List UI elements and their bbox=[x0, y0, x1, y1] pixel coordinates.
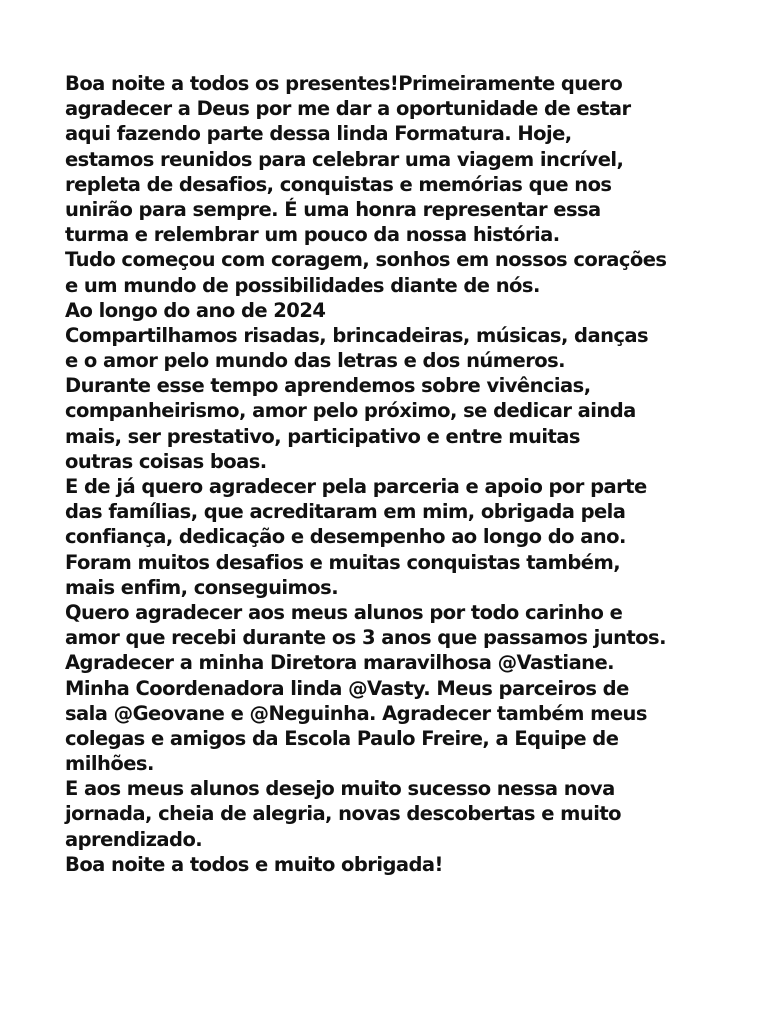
text-line: amor que recebi durante os 3 anos que passamos juntos. bbox=[65, 626, 666, 650]
text-line: aprendizado. bbox=[65, 827, 203, 851]
text-line: outras coisas boas. bbox=[65, 449, 267, 473]
text-line: Minha Coordenadora linda @Vasty. Meus parceiros de bbox=[65, 676, 629, 700]
text-line: Foram muitos desafios e muitas conquistas também, bbox=[65, 550, 621, 574]
text-line: Ao longo do ano de 2024 bbox=[65, 298, 326, 322]
text-line: Quero agradecer aos meus alunos por todo carinho e bbox=[65, 600, 623, 624]
speech-text bbox=[65, 71, 755, 877]
text-line: Tudo começou com coragem, sonhos em nossos corações bbox=[65, 248, 667, 272]
text-line: unirão para sempre. É uma honra representar essa bbox=[65, 197, 601, 221]
text-line: das famílias, que acreditaram em mim, obrigada pela bbox=[65, 500, 626, 524]
text-line: confiança, dedicação e desempenho ao longo do ano. bbox=[65, 525, 626, 549]
text-line: e o amor pelo mundo das letras e dos números. bbox=[65, 349, 566, 373]
text-line: Agradecer a minha Diretora maravilhosa @Vastiane. bbox=[65, 651, 615, 675]
text-line: milhões. bbox=[65, 752, 154, 776]
text-line: Boa noite a todos os presentes!Primeiramente quero bbox=[65, 72, 623, 95]
text-line: turma e relembrar um pouco da nossa história. bbox=[65, 223, 560, 247]
text-line: colegas e amigos da Escola Paulo Freire, a Equipe de bbox=[65, 726, 619, 750]
text-line: mais enfim, conseguimos. bbox=[65, 575, 339, 599]
text-line: sala @Geovane e @Neguinha. Agradecer também meus bbox=[65, 701, 647, 725]
text-line: agradecer a Deus por me dar a oportunidade de estar bbox=[65, 97, 631, 121]
text-line: Durante esse tempo aprendemos sobre vivências, bbox=[65, 374, 591, 398]
text-line: Compartilhamos risadas, brincadeiras, músicas, danças bbox=[65, 323, 649, 347]
text-line: mais, ser prestativo, participativo e entre muitas bbox=[65, 424, 580, 448]
text-line: E aos meus alunos desejo muito sucesso nessa nova bbox=[65, 777, 615, 801]
text-line: aqui fazendo parte dessa linda Formatura. Hoje, bbox=[65, 122, 572, 146]
text-line: Boa noite a todos e muito obrigada! bbox=[65, 852, 443, 876]
text-line: jornada, cheia de alegria, novas descobertas e muito bbox=[65, 802, 621, 826]
text-line: E de já quero agradecer pela parceria e apoio por parte bbox=[65, 475, 647, 498]
text-line: estamos reunidos para celebrar uma viagem incrível, bbox=[65, 147, 624, 171]
text-line: repleta de desafios, conquistas e memórias que nos bbox=[65, 172, 612, 196]
text-line: companheirismo, amor pelo próximo, se dedicar ainda bbox=[65, 399, 636, 423]
text-line: e um mundo de possibilidades diante de nós. bbox=[65, 273, 540, 297]
